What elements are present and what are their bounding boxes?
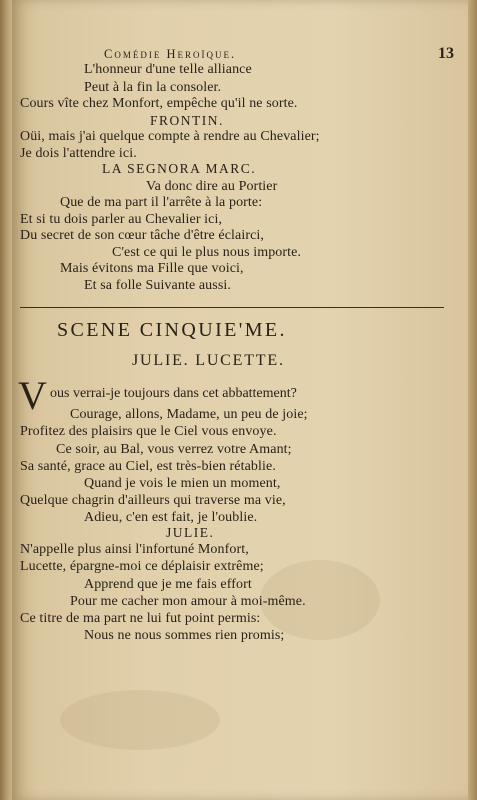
verse-line: Que de ma part il l'arrête à la porte:	[60, 195, 263, 210]
verse-line: Peut à la fin la consoler.	[84, 80, 222, 95]
verse-line: Cours vîte chez Monfort, empêche qu'il ne sorte.	[20, 96, 298, 111]
verse-line: C'est ce qui le plus nous importe.	[112, 245, 302, 260]
scene-first-line: ous verrai-je toujours dans cet abbattement?	[50, 386, 297, 401]
verse-line: Pour me cacher mon amour à moi-même.	[70, 594, 306, 609]
verse-line: Je dois l'attendre ici.	[20, 146, 137, 161]
verse-line: Nous ne nous sommes rien promis;	[84, 628, 285, 643]
verse-line: Sa santé, grace au Ciel, est très-bien rétablie.	[20, 459, 276, 474]
verse-line: Du secret de son cœur tâche d'être éclairci,	[20, 228, 265, 243]
verse-line: Quelque chagrin d'ailleurs qui traverse ma vie,	[20, 493, 286, 508]
scene-divider-rule	[20, 307, 444, 308]
verse-line: Et si tu dois parler au Chevalier ici,	[20, 212, 223, 227]
paper-stain	[60, 690, 220, 750]
verse-line: Va donc dire au Portier	[146, 179, 278, 194]
verse-line: Mais évitons ma Fille que voici,	[60, 261, 244, 276]
verse-line: Profitez des plaisirs que le Ciel vous envoye.	[20, 424, 277, 439]
page-number: 13	[438, 45, 454, 62]
verse-line: Et sa folle Suivante aussi.	[84, 278, 231, 293]
verse-line: N'appelle plus ainsi l'infortuné Monfort,	[20, 542, 249, 557]
verse-line: Quand je vois le mien un moment,	[84, 476, 281, 491]
verse-line: Ce titre de ma part ne lui fut point permis:	[20, 611, 261, 626]
drop-cap: V	[18, 373, 47, 418]
scene-title: SCENE CINQUIE'ME.	[57, 319, 287, 341]
speaker-name: LA SEGNORA MARC.	[102, 161, 257, 176]
verse-line: Adieu, c'en est fait, je l'oublie.	[84, 510, 258, 525]
verse-line: Oüi, mais j'ai quelque compte à rendre au Chevalier;	[20, 129, 320, 144]
verse-line: L'honneur d'une telle alliance	[84, 62, 252, 77]
verse-line: Apprend que je me fais effort	[84, 577, 252, 592]
speaker-name: FRONTIN.	[150, 113, 224, 128]
running-title: Comédie Heroïque.	[104, 47, 237, 61]
verse-line: Courage, allons, Madame, un peu de joie;	[70, 407, 308, 422]
verse-line: Lucette, épargne-moi ce déplaisir extrême;	[20, 559, 264, 574]
scene-characters: JULIE. LUCETTE.	[132, 352, 285, 369]
page-right-edge	[468, 0, 477, 800]
verse-line: Ce soir, au Bal, vous verrez votre Amant;	[56, 442, 292, 457]
speaker-name: JULIE.	[166, 525, 215, 540]
